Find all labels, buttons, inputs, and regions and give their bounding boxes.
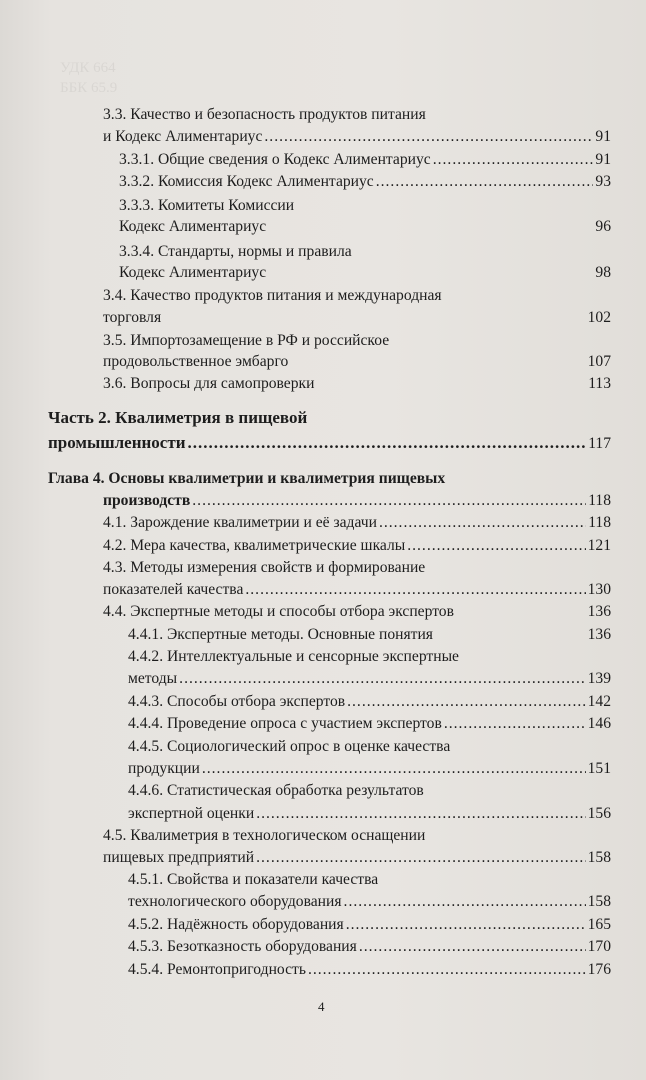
toc-entry [119,262,611,284]
toc-page-number: 158 [587,849,611,866]
toc-entry [119,216,611,238]
dot-leader [245,579,585,601]
toc-entry: 4.3. Методы измерения свойств и формирование [103,559,426,576]
toc-entry [128,936,611,958]
toc-entry [103,490,611,512]
toc-page-number: 117 [588,435,611,452]
toc-entry-title: Кодекс Алиментариус [119,264,267,281]
toc-entry [128,713,611,735]
toc-entry [128,668,611,690]
toc-entry [103,579,611,601]
dot-leader [407,535,585,557]
toc-entry [103,126,611,148]
toc-entry-title: продукции [128,760,200,777]
toc-entry [119,149,611,171]
toc-entry: 3.5. Импортозамещение в РФ и российское [103,332,390,349]
page-number: 4 [318,999,325,1014]
dot-leader [192,490,586,512]
toc-entry [128,803,611,825]
toc-entry-title: 4.5.4. Ремонтопригодность [128,961,306,978]
toc-page-number: 170 [587,938,611,955]
toc-entry [103,307,611,329]
toc-page-number: 165 [587,916,611,933]
toc-entry: 4.5. Квалиметрия в технологическом оснащении [103,827,426,844]
dot-leader [188,432,587,454]
toc-page-number: 156 [587,805,611,822]
toc-entry-title: 3.3.2. Комиссия Кодекс Алиментариус [119,173,374,190]
dot-leader [359,936,586,958]
toc-entry-title: 4.4.4. Проведение опроса с участием экспертов [128,715,442,732]
dot-leader [264,126,593,148]
toc-entry-title: экспертной оценки [128,805,255,822]
toc-entry-title: методы [128,670,178,687]
dot-leader [444,713,586,735]
toc-page-number: 151 [587,760,611,777]
toc-entry: 3.4. Качество продуктов питания и международная [103,287,442,304]
toc-page-number: 158 [587,893,611,910]
toc-entry [103,847,611,869]
toc-page-number: 96 [595,218,611,235]
toc-page-number: 121 [587,537,611,554]
toc-page-number: 136 [587,603,611,620]
toc-entry-title: 3.6. Вопросы для самопроверки [103,375,315,392]
toc-entry-title: 4.4.3. Способы отбора экспертов [128,693,346,710]
toc-page-number: 139 [587,670,611,687]
toc-entry [103,535,611,557]
toc-entry: 4.4.6. Статистическая обработка результатов [128,782,424,799]
toc-page-number: 142 [587,693,611,710]
toc-entry [128,914,611,936]
toc-entry-title: 3.3.1. Общие сведения о Кодекс Алиментариус [119,151,431,168]
toc-page-number: 176 [587,961,611,978]
toc-entry-title: 4.2. Мера качества, квалиметрические шкалы [103,537,406,554]
toc-entry-title: 4.4. Экспертные методы и способы отбора экспертов [103,603,454,620]
toc-page-number: 98 [595,264,611,281]
toc-entry-title: и Кодекс Алиментариус [103,128,263,145]
toc-entry [128,891,611,913]
toc-entry [103,351,611,373]
toc-entry-title: 4.5.2. Надёжность оборудования [128,916,344,933]
toc-entry-title: промышленности [48,433,186,452]
dot-leader [256,803,585,825]
toc-entry-title: Кодекс Алиментариус [119,218,267,235]
toc-entry [119,171,611,193]
toc-entry-title: 4.4.1. Экспертные методы. Основные понятия [128,626,433,643]
toc-page-number: 107 [587,353,611,370]
toc-entry [128,691,611,713]
toc-entry [103,601,611,623]
part-heading: Часть 2. Квалиметрия в пищевой [48,408,308,427]
toc-page-number: 146 [587,715,611,732]
toc-entry-title: производств [103,492,191,509]
toc-entry: 4.4.2. Интеллектуальные и сенсорные экспертные [128,648,459,665]
toc-entry-title: показателей качества [103,581,244,598]
toc-entry [48,432,611,455]
toc-entry: 3.3. Качество и безопасность продуктов питания [103,106,426,123]
toc-entry [128,624,611,646]
toc-entry: 4.5.1. Свойства и показатели качества [128,871,379,888]
toc-page-number: 118 [588,492,611,509]
dot-leader [179,668,585,690]
toc-entry: 3.3.4. Стандарты, нормы и правила [119,243,352,260]
toc-entry [103,373,611,395]
dot-leader [379,512,586,534]
toc-page-number: 102 [587,309,611,326]
chapter-heading: Глава 4. Основы квалиметрии и квалиметрия пищевых [48,470,446,487]
toc-page-number: 113 [588,375,611,392]
dot-leader [202,758,586,780]
toc-entry: 4.4.5. Социологический опрос в оценке качества [128,738,451,755]
toc-page-number: 91 [595,151,611,168]
toc-page-number: 91 [595,128,611,145]
toc-entry: 3.3.3. Комитеты Комиссии [119,197,295,214]
toc-entry [128,959,611,981]
toc-entry [128,758,611,780]
toc-entry-title: 4.1. Зарождение квалиметрии и её задачи [103,514,377,531]
dot-leader [433,149,594,171]
toc-page-number: 130 [587,581,611,598]
dot-leader [376,171,594,193]
dot-leader [308,959,586,981]
toc-entry-title: технологического оборудования [128,893,342,910]
toc-page-number: 93 [595,173,611,190]
dot-leader [346,914,586,936]
toc-entry [103,512,611,534]
dot-leader [347,691,585,713]
toc-page-number: 118 [588,514,611,531]
dot-leader [344,891,586,913]
dot-leader [256,847,585,869]
toc-entry-title: торговля [103,309,162,326]
bleed-through-text: ББК 65.9 [60,80,118,96]
toc-entry-title: пищевых предприятий [103,849,255,866]
bleed-through-text: УДК 664 [60,60,116,76]
toc-page-number: 136 [587,626,611,643]
toc-entry-title: 4.5.3. Безотказность оборудования [128,938,357,955]
toc-entry-title: продовольственное эмбарго [103,353,289,370]
